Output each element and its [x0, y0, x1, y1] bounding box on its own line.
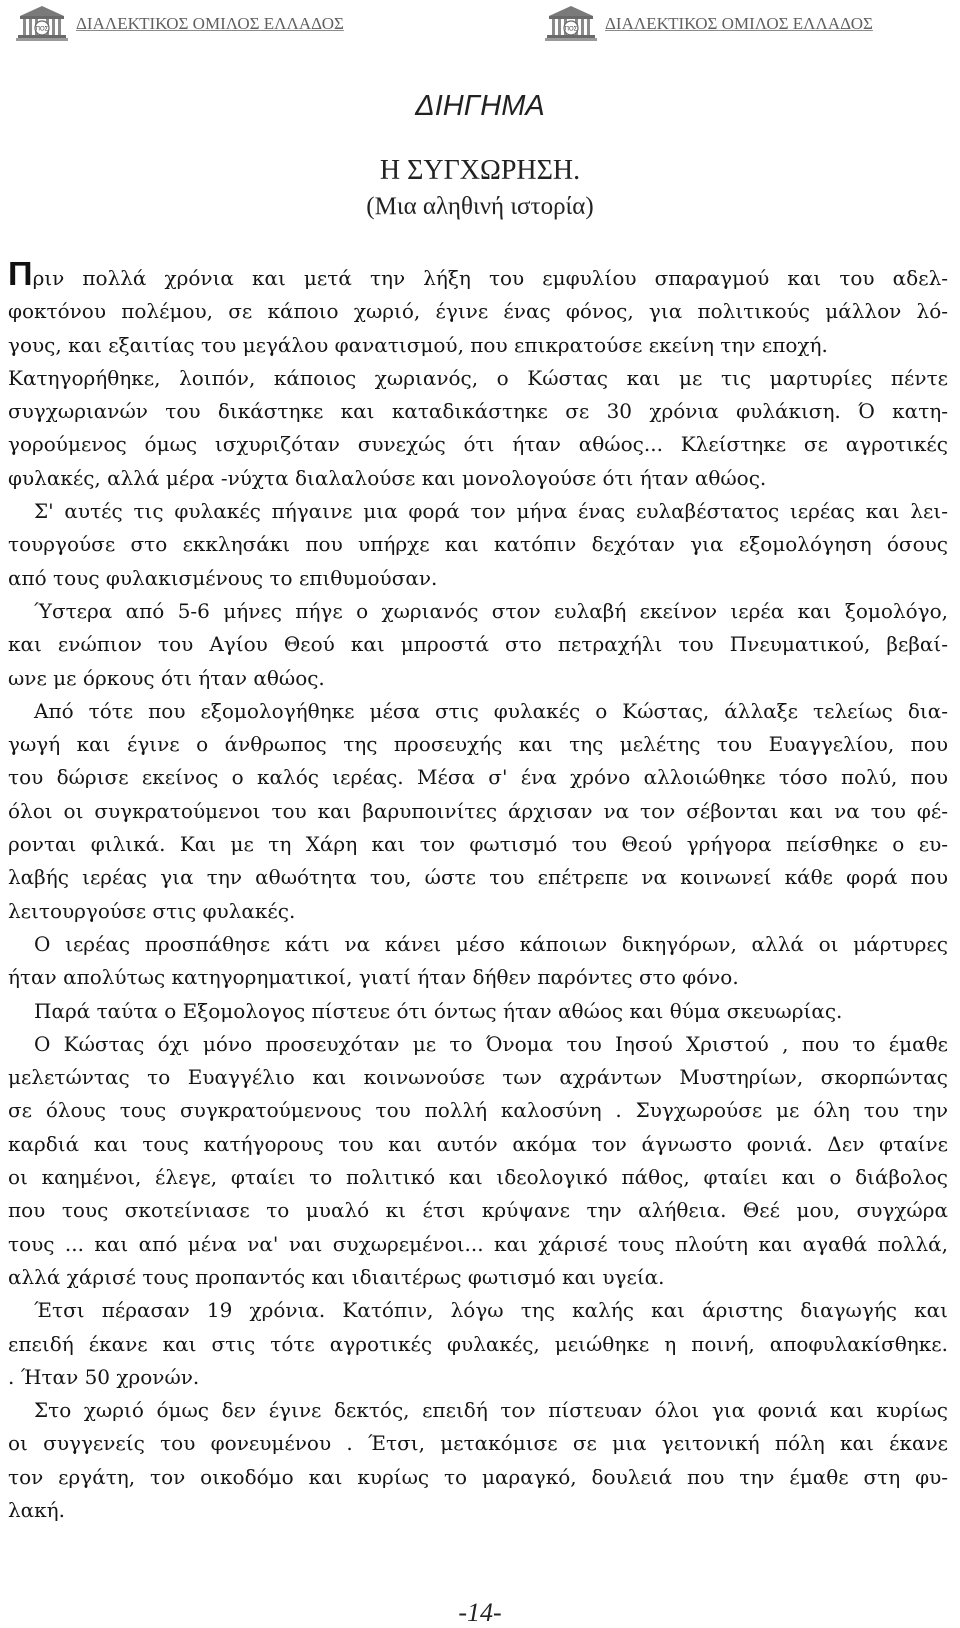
logo-text: ΠΟΣ — [564, 26, 578, 33]
text-line: και ενώπιον του Αγίου Θεού και μπροστά στο πετραχήλι του Πνευματικού, βεβαί- — [8, 632, 948, 657]
text-line: Στο χωριό όμως δεν έγινε δεκτός, επειδή τον πίστευαν όλοι για φονιά και κυρίως — [34, 1398, 948, 1423]
text-line: φυλακές, αλλά μέρα -νύχτα διαλαλούσε και μονολογούσε ότι ήταν αθώος. — [8, 465, 767, 490]
text-line: που τους σκοτείνιασε το μυαλό κι έτσι κρύψανε την αλήθεια. Θεέ μου, συγχώρα — [8, 1198, 948, 1223]
text-line: τουργούσε στο εκκλησάκι που υπήρχε και κατόπιν δεχόταν για εξομολόγηση όσους — [8, 532, 948, 557]
text-line: τον εργάτη, τον οικοδόμο και κυρίως το μαραγκό, δουλειά που την έμαθε στη φυ- — [8, 1464, 948, 1489]
text-line: λειτουργούσε στις φυλακές. — [8, 898, 296, 923]
text-line: μελετώντας το Ευαγγέλιο και κοινωνούσε των αχράντων Μυστηρίων, σκορπώντας — [8, 1065, 948, 1090]
organization-name: ΔΙΑΛΕΚΤΙΚΟΣ ΟΜΙΛΟΣ ΕΛΛΑΔΟΣ — [76, 14, 344, 33]
text-line: Παρά ταύτα ο Εξομολογος πίστευε ότι όντως ήταν αθώος και θύμα σκευωρίας. — [34, 998, 843, 1023]
parthenon-icon — [16, 4, 68, 44]
text-line: ρονται φιλικά. Και με τη Χάρη και τον φωτισμό του Θεού γρήγορα πείσθηκε ο ευ- — [8, 832, 948, 857]
header-left — [16, 4, 396, 46]
text-line: Πριν πολλά χρόνια και μετά την λήξη του εμφυλίου σπαραγμού και του αδελ- — [8, 262, 948, 295]
text-line: επειδή έκανε και στις τότε αγροτικές φυλακές, μειώθηκε η ποινή, αποφυλακίσθηκε. — [8, 1331, 948, 1356]
section-title: ΔΙΗΓΗΜΑ — [415, 90, 545, 122]
text-line: Σ' αυτές τις φυλακές πήγαινε μια φορά τον μήνα ένας ευλαβέστατος ιερέας και λει- — [34, 499, 948, 524]
text-line: καρδιά και τους κατήγορους του και αυτόν ακόμα τον άγνωστο φονιά. Δεν φταίνε — [8, 1131, 948, 1156]
page-number: -14- — [458, 1598, 502, 1627]
parthenon-icon — [545, 4, 597, 44]
text-line: οι συγγενείς του φονευμένου . Έτσι, μετακόμισε σε μια γειτονική πόλη και έκανε — [8, 1431, 948, 1456]
drop-cap: Π — [8, 262, 33, 293]
text-line: Ύστερα από 5-6 μήνες πήγε ο χωριανός στον ευλαβή εκείνον ιερέα και ξομολόγο, — [34, 598, 948, 623]
story-title: Η ΣΥΓΧΩΡΗΣΗ. — [379, 155, 581, 186]
text-line: γους, και εξαιτίας του μεγάλου φανατισμού, που επικρατούσε εκείνη την εποχή. — [8, 332, 828, 357]
text-line: Κατηγορήθηκε, λοιπόν, κάποιος χωριανός, ο Κώστας και με τις μαρτυρίες πέντε — [8, 365, 948, 390]
text-line: . Ήταν 50 χρονών. — [8, 1364, 200, 1389]
text-line: σε όλους τους συγκρατούμενους του πολλή καλοσύνη . Συγχωρούσε με όλη του την — [8, 1098, 948, 1123]
text-line: τους ... και από μένα να' ναι συχωρεμένοι... και χάρισέ τους πλούτη και αγαθά πολλά, — [8, 1231, 948, 1256]
text-line: αλλά χάρισέ τους προπαντός και ιδιαιτέρως φωτισμό και υγεία. — [8, 1264, 665, 1289]
text-line: συγχωριανών του δικάστηκε και καταδικάστηκε σε 30 χρόνια φυλάκιση. Ό κατη- — [8, 399, 948, 424]
text-line: όλοι οι συγκρατούμενοι του και βαρυποινίτες άρχισαν να τον σέβονται και να του φέ- — [8, 798, 948, 823]
text-line: γωγή και έγινε ο άνθρωπος της προσευχής και της μελέτης του Ευαγγελίου, που — [8, 732, 948, 757]
page-header — [0, 0, 960, 50]
text-line: φοκτόνου πολέμου, σε κάποιο χωριό, έγινε ένας φόνος, για πολιτικούς μάλλον λό- — [8, 299, 948, 324]
text-line: γορούμενος όμως ισχυριζόταν συνεχώς ότι ήταν αθώος... Κλείστηκε σε αγροτικές — [8, 432, 948, 457]
text-line: Ο ιερέας προσπάθησε κάτι να κάνει μέσο κάποιων δικηγόρων, αλλά οι μάρτυρες — [34, 931, 948, 956]
text-line: Έτσι πέρασαν 19 χρόνια. Κατόπιν, λόγω της καλής και άριστης διαγωγής και — [34, 1298, 948, 1323]
text-line: ωνε με όρκους ότι ήταν αθώος. — [8, 665, 325, 690]
text-line: Ο Κώστας όχι μόνο προσευχόταν με το Όνομα του Ιησού Χριστού , που το έμαθε — [34, 1031, 948, 1056]
text-line: από τους φυλακισμένους το επιθυμούσαν. — [8, 565, 438, 590]
organization-name: ΔΙΑΛΕΚΤΙΚΟΣ ΟΜΙΛΟΣ ΕΛΛΑΔΟΣ — [605, 14, 873, 33]
logo-text: ΠΟΣ — [35, 26, 49, 33]
text-line: λακή. — [8, 1497, 66, 1522]
text-line: Από τότε που εξομολογήθηκε μέσα στις φυλακές ο Κώστας, άλλαξε τελείως δια- — [34, 698, 948, 723]
header-right — [545, 4, 925, 46]
text-line: λαβής ιερέας για την αθωότητα του, ώστε του επέτρεπε να κοινωνεί κάθε φορά που — [8, 865, 948, 890]
text-line: ήταν απολύτως κατηγορηματικοί, γιατί ήταν δήθεν παρόντες στο φόνο. — [8, 965, 739, 990]
story-body — [8, 262, 948, 1527]
text-line: οι καημένοι, έλεγε, φταίει το πολιτικό και ιδεολογικό πάθος, φταίει και ο διάβολος — [8, 1165, 948, 1190]
text-line: του δώρισε εκείνος ο καλός ιερέας. Μέσα σ' ένα χρόνο αλλοιώθηκε τόσο πολύ, που — [8, 765, 948, 790]
story-subtitle: (Μια αληθινή ιστορία) — [366, 193, 594, 220]
